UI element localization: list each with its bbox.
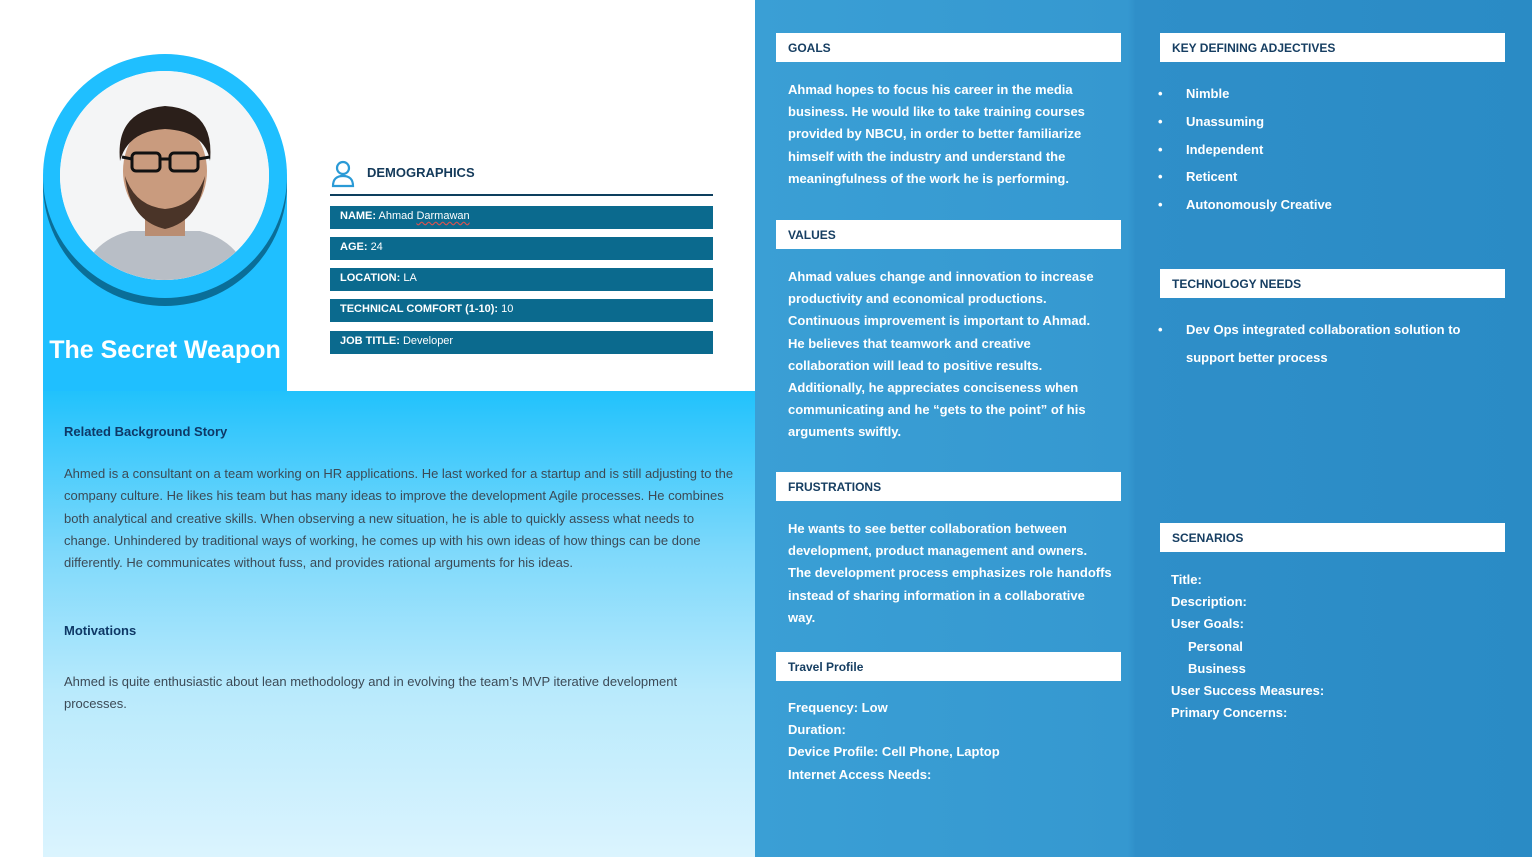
scenarios-lines [1171, 569, 1491, 724]
adjective-item: • Independent [1158, 136, 1488, 164]
travel-profile-lines [788, 697, 1108, 786]
demo-label-job-title: JOB TITLE: [340, 335, 400, 347]
motivations-text: Ahmed is quite enthusiastic about lean methodology and in evolving the team’s MVP iterative development processes. [64, 674, 678, 712]
scenario-primary-concerns: Primary Concerns: [1171, 705, 1288, 721]
frustrations-header: FRUSTRATIONS [776, 472, 1121, 501]
background-story-heading: Related Background Story [64, 424, 228, 439]
values-header: VALUES [776, 220, 1121, 249]
demo-label-technical-comfort: TECHNICAL COMFORT (1-10): [340, 303, 499, 315]
scenario-goal-business: Business [1188, 660, 1246, 676]
background-story-text: Ahmed is a consultant on a team working on HR applications. He last worked for a startup and is still adjusting to the company culture. He likes his team but has many ideas to improve the development Agile processes. He combines both analytical and creative skills. When observing a new situation, he is able to quickly assess what needs to change. Unhindered by traditional ways of working, he comes up with his own ideas of how things can be done differently. He communicates without fuss, and provides rational arguments for his ideas. [64, 466, 734, 571]
scenario-title: Title: [1171, 572, 1202, 587]
travel-duration: Duration: [788, 722, 846, 738]
values-text: Ahmad values change and innovation to increase productivity and economical productions. Continuous improvement is important to Ahmad. He believes that teamwork and creative collaboration will lead to positive results. Additionally, he appreciates conciseness when communicating and he “gets to the point” of his arguments swiftly. [788, 269, 1094, 440]
demo-value-age: 24 [370, 241, 383, 253]
travel-frequency: Frequency: Low [788, 700, 888, 715]
frustrations-text: He wants to see better collaboration between development, product management and owners. The development process emphasizes role handoffs instead of sharing information in a collaborative way. [788, 521, 1112, 625]
persona-title: The Secret Weapon [49, 336, 281, 364]
demo-label-age: AGE: [340, 241, 368, 253]
demo-value-location: LA [403, 272, 417, 284]
demo-row-age [330, 237, 713, 260]
demo-value-name: Ahmad [378, 210, 417, 222]
technology-needs-header: TECHNOLOGY NEEDS [1160, 269, 1505, 298]
background-story-panel [43, 391, 755, 857]
adjective-item: • Unassuming [1158, 108, 1488, 136]
demo-row-job-title [330, 331, 713, 354]
scenarios-header: SCENARIOS [1160, 523, 1505, 552]
demo-value-technical-comfort: 10 [501, 303, 514, 315]
scenario-description: Description: [1171, 594, 1247, 610]
scenario-goal-personal: Personal [1188, 638, 1243, 654]
goals-text: Ahmad hopes to focus his career in the media business. He would like to take training courses provided by NBCU, in order to better familiarize himself with the industry and understand the meaningfulness of the work he is performing. [788, 82, 1085, 186]
demographics-header [330, 160, 713, 196]
adjectives-list [1158, 80, 1488, 219]
motivations-heading: Motivations [64, 623, 137, 638]
travel-device-profile: Device Profile: Cell Phone, Laptop [788, 744, 1000, 760]
demo-row-technical-comfort [330, 299, 713, 322]
user-icon [330, 160, 356, 188]
demo-value-job-title: Developer [402, 335, 454, 347]
goals-header: GOALS [776, 33, 1121, 62]
avatar [60, 71, 269, 280]
demo-label-location: LOCATION: [340, 272, 401, 284]
demo-row-location [330, 268, 713, 291]
demo-label-name: NAME: [340, 210, 377, 222]
adjective-item: • Autonomously Creative [1158, 191, 1488, 219]
adjective-item: • Reticent [1158, 163, 1488, 191]
demo-row-name [330, 206, 713, 229]
demo-value-name-surname: Darmawan [416, 210, 470, 222]
persona-photo-illustration [60, 71, 269, 280]
travel-profile-header: Travel Profile [776, 652, 1121, 681]
adjective-item: • Nimble [1158, 80, 1488, 108]
scenario-user-success-measures: User Success Measures: [1171, 683, 1325, 699]
demographics-label: DEMOGRAPHICS [367, 165, 475, 180]
technology-need-item: • Dev Ops integrated collaboration solution to support better process [1158, 316, 1468, 372]
technology-needs-list [1158, 316, 1468, 372]
adjectives-header: KEY DEFINING ADJECTIVES [1160, 33, 1505, 62]
travel-internet-access: Internet Access Needs: [788, 766, 932, 782]
scenario-user-goals: User Goals: [1171, 616, 1244, 632]
